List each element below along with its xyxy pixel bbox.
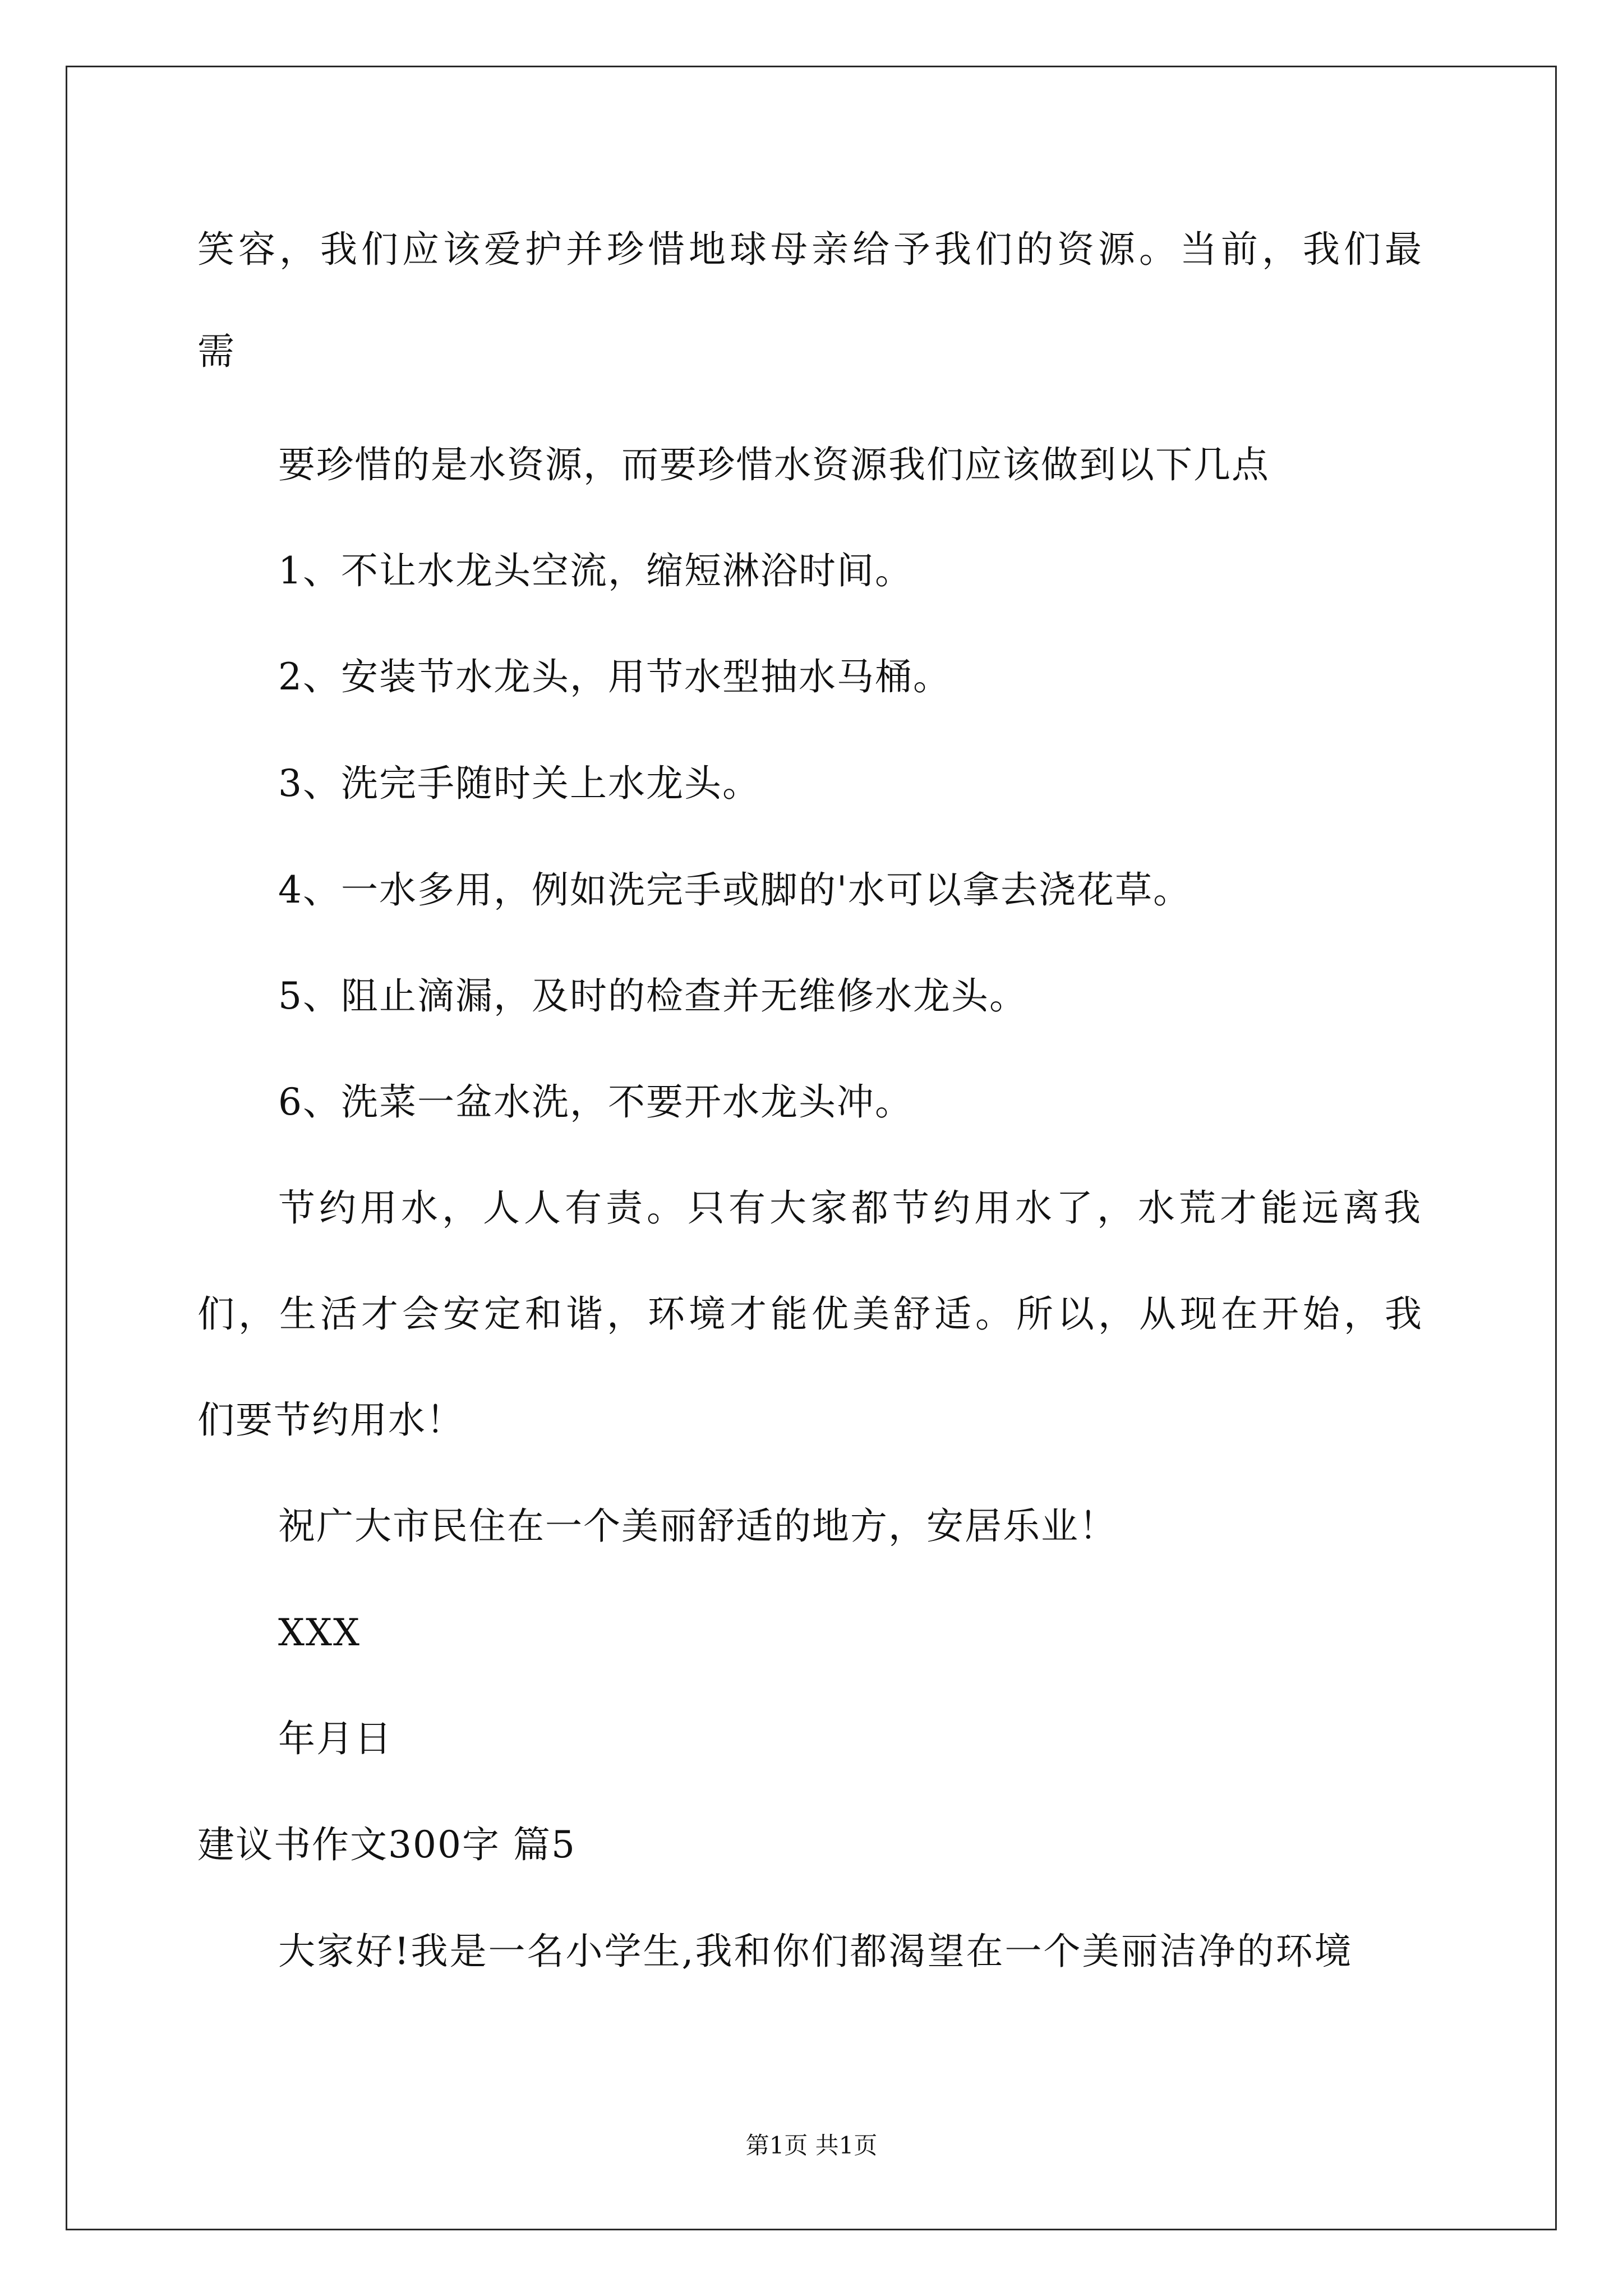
list-item: 1、不让水龙头空流，缩短淋浴时间。 [278,549,913,592]
list-item: 6、洗菜一盆水洗，不要开水龙头冲。 [278,1080,913,1124]
list-item: 4、一水多用，例如洗完手或脚的'水可以拿去浇花草。 [278,868,1192,912]
section-heading: 建议书作文300字 篇5 [197,1823,576,1866]
text-line: 笑容，我们应该爱护并珍惜地球母亲给予我们的资源。当前，我们最 [197,228,1426,271]
signature-name: XXX [278,1611,361,1654]
list-item: 5、阻止滴漏，及时的检查并无维修水龙头。 [278,974,1027,1018]
text-line: 们，生活才会安定和谐，环境才能优美舒适。所以，从现在开始，我 [197,1292,1426,1336]
text-line: 需 [197,330,236,373]
text-line: 大家好!我是一名小学生,我和你们都渴望在一个美丽洁净的环境 [278,1930,1353,1973]
page-border [66,66,1557,2230]
date-line: 年月日 [278,1717,393,1760]
page-number-footer: 第1页 共1页 [745,2132,878,2159]
text-line: 节约用水，人人有责。只有大家都节约用水了，水荒才能远离我 [278,1186,1424,1230]
text-line: 们要节约用水！ [197,1398,464,1442]
text-line: 祝广大市民住在一个美丽舒适的地方，安居乐业！ [278,1504,1117,1548]
text-line: 要珍惜的是水资源，而要珍惜水资源我们应该做到以下几点 [278,443,1270,486]
list-item: 3、洗完手随时关上水龙头。 [278,762,760,805]
list-item: 2、安装节水龙头，用节水型抽水马桶。 [278,655,951,698]
